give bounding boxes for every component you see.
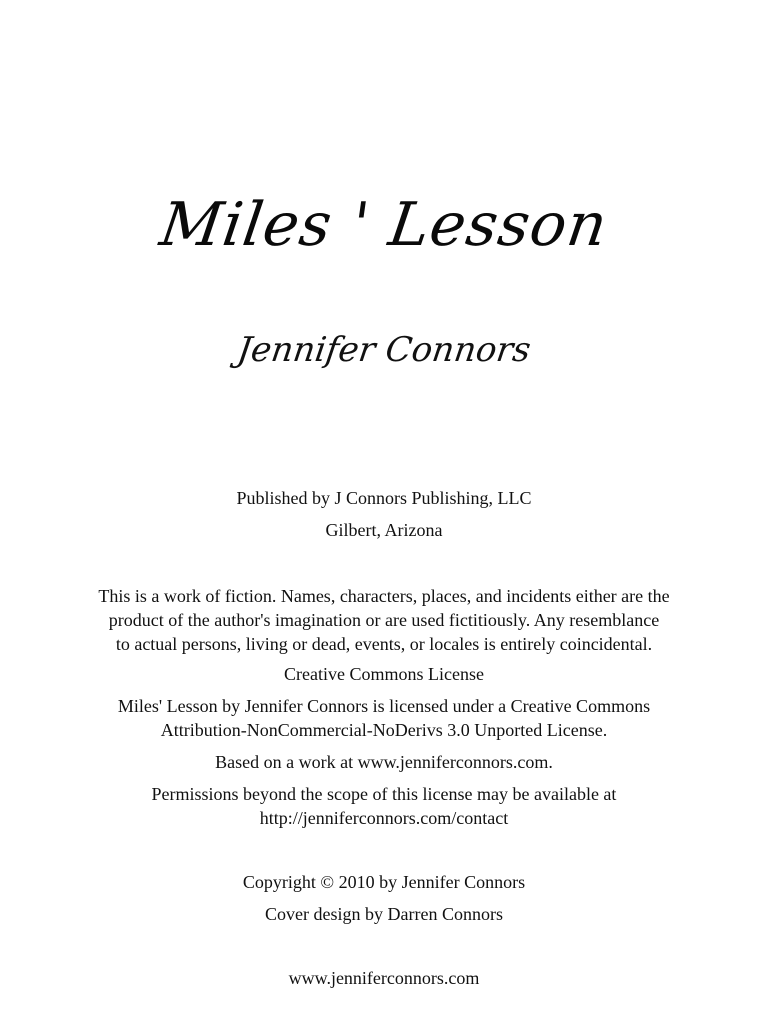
publisher-location: Gilbert, Arizona	[325, 520, 443, 540]
copyright-notice: Copyright © 2010 by Jennifer Connors	[242, 872, 526, 892]
license-heading: Creative Commons License	[284, 664, 484, 684]
disclaimer-line: product of the author's imagination or are used fictitiously. Any resemblance	[108, 610, 660, 630]
disclaimer-line: This is a work of fiction. Names, characters, places, and incidents either are the	[98, 586, 670, 606]
book-title: Miles ' Lesson	[155, 190, 613, 260]
permissions-line: http://jenniferconnors.com/contact	[259, 808, 509, 828]
publisher-name: Published by J Connors Publishing, LLC	[236, 488, 532, 508]
permissions-notice	[60, 782, 708, 830]
permissions-line: Permissions beyond the scope of this license may be available at	[151, 784, 617, 804]
disclaimer-line: to actual persons, living or dead, events, or locales is entirely coincidental.	[115, 634, 653, 654]
fiction-disclaimer	[60, 584, 708, 656]
cover-credit: Cover design by Darren Connors	[265, 904, 503, 924]
based-on-notice: Based on a work at www.jenniferconnors.com.	[215, 752, 553, 772]
author-website: www.jenniferconnors.com	[288, 968, 480, 988]
license-statement	[60, 694, 708, 742]
license-statement-line: Miles' Lesson by Jennifer Connors is licensed under a Creative Commons	[117, 696, 651, 716]
license-statement-line: Attribution-NonCommercial-NoDerivs 3.0 Unported License.	[160, 720, 608, 740]
author-name: Jennifer Connors	[234, 330, 534, 370]
